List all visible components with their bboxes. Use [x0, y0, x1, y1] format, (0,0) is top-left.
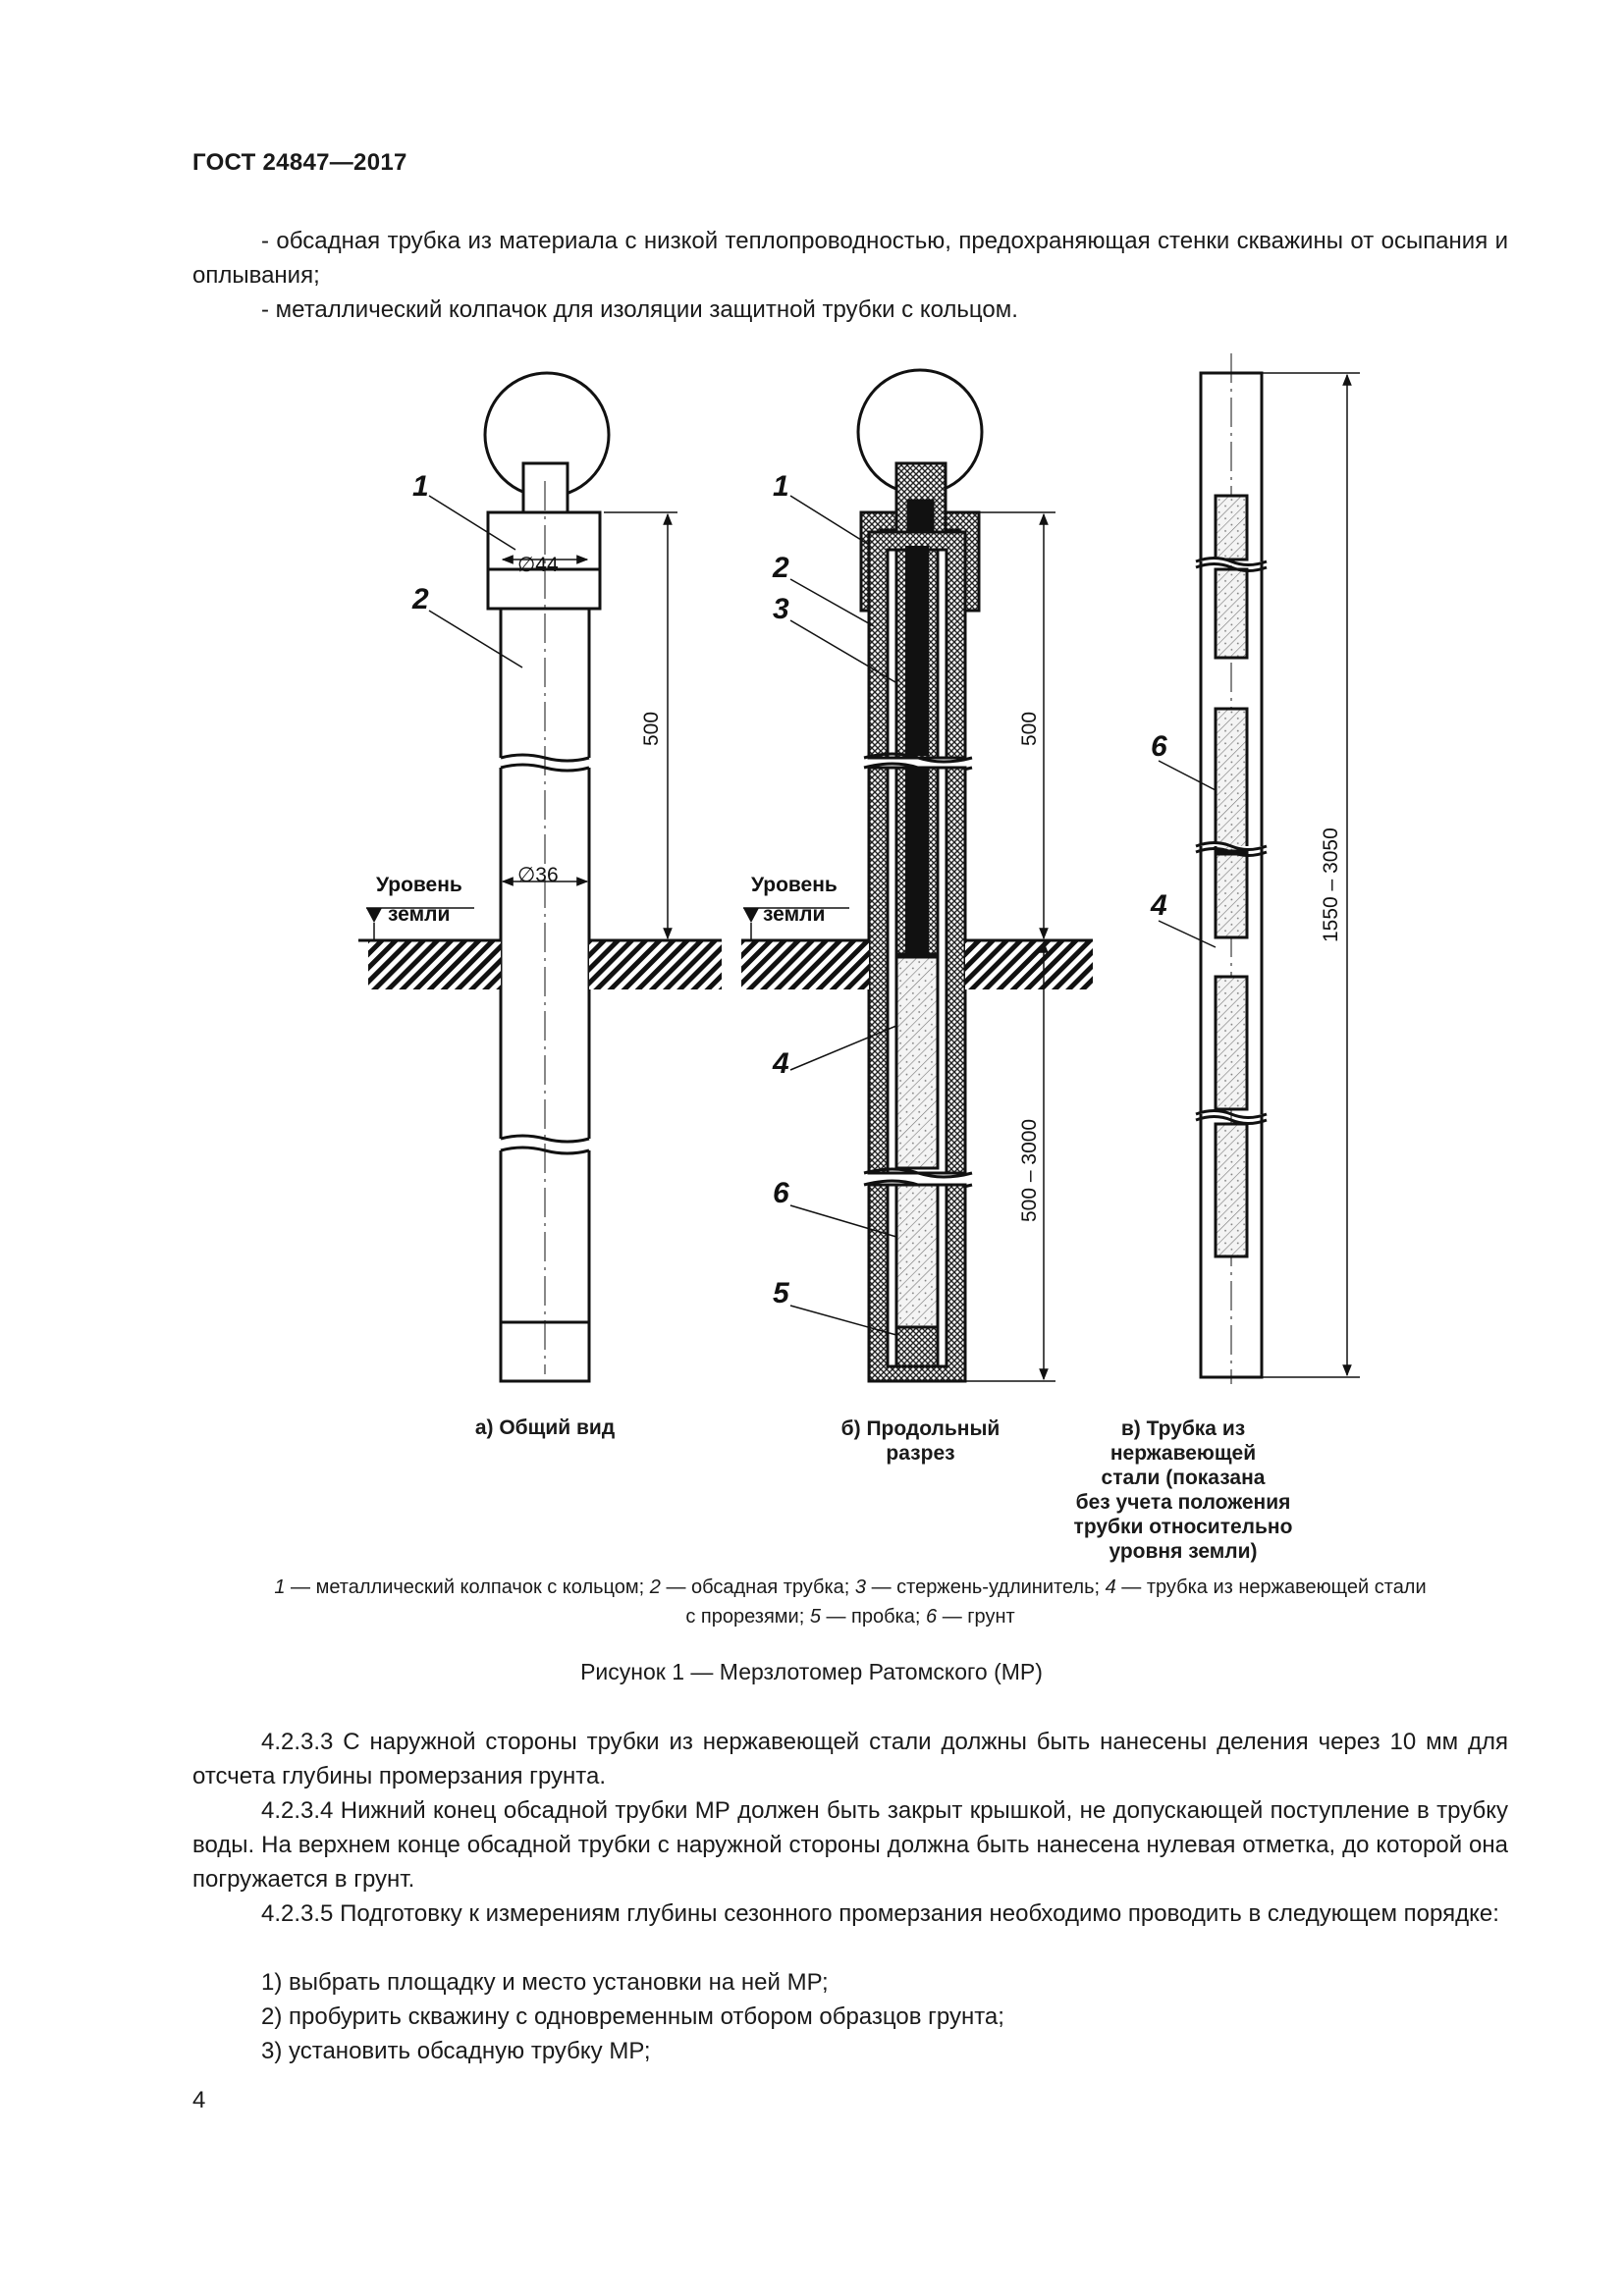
- dim-500-a: 500: [640, 711, 663, 746]
- soil-core: [896, 1185, 938, 1327]
- clause-4-2-3-5: 4.2.3.5 Подготовку к измерениям глубины сезонного промерзания необходимо проводить в следующем порядке:: [261, 1900, 1499, 1927]
- view-b-label-html-1: б) Продольный: [840, 1417, 1001, 1440]
- legend-line-1: 1 — металлический колпачок с кольцом; 2 — обсадная трубка; 3 — стержень-удлинитель; 4 — трубка из нержавеющей стали: [274, 1576, 1427, 1598]
- dim-pipe-diameter: ∅36: [517, 864, 559, 886]
- dim-cap-diameter: ∅44: [517, 554, 559, 576]
- dim-tube-length: 1550 – 3050: [1320, 828, 1342, 942]
- tube-slot-1: [1216, 496, 1247, 560]
- plug: [896, 1327, 938, 1366]
- view-c-label-1: в) Трубка из нержавеющей: [1109, 1417, 1257, 1465]
- clause-4-2-3-3: 4.2.3.3 С наружной стороны трубки из нержавеющей стали должны быть нанесены деления через 10 мм для отсчета глубины промерзания грунта.: [192, 1729, 1508, 1789]
- standard-header: ГОСТ 24847—2017: [192, 149, 407, 176]
- dim-500-b: 500: [1018, 711, 1041, 746]
- page-number: 4: [192, 2087, 206, 2113]
- tube-slot-2: [1216, 569, 1247, 658]
- callout-4-b: 4: [773, 1047, 789, 1080]
- callout-2-a: 2: [412, 583, 429, 615]
- callout-2-b: 2: [773, 552, 789, 584]
- callout-3-b: 3: [773, 593, 789, 625]
- view-c-label: [1060, 1416, 1306, 1564]
- view-b-label-html: [815, 1416, 1026, 1466]
- callout-1-b: 1: [773, 470, 789, 503]
- callout-4-c: 4: [1151, 889, 1167, 922]
- clause-4-2-3-4: 4.2.3.4 Нижний конец обсадной трубки МР должен быть закрыт крышкой, не допускающей поступление в трубку воды. На верхнем конце обсадной трубки с наружной стороны должна быть нанесена нулевая отметка, до которой она погружается в грунт.: [192, 1797, 1508, 1893]
- figure-legend: [192, 1573, 1508, 1631]
- ground-label-a-1: Уровень: [376, 874, 462, 896]
- tube-slot-5: [1216, 977, 1247, 1109]
- callout-5-b: 5: [773, 1277, 789, 1309]
- tube-slot-3: [1216, 709, 1247, 851]
- intro-item-cap: - металлический колпачок для изоляции защитной трубки с кольцом.: [261, 296, 1018, 323]
- callout-1-a: 1: [412, 470, 429, 503]
- view-c-label-3: без учета положения: [1075, 1491, 1291, 1514]
- legend-line-2: с прорезями; 5 — пробка; 6 — грунт: [685, 1606, 1015, 1628]
- dim-depth: 500 – 3000: [1018, 1118, 1041, 1222]
- list-item-2: 2) пробурить скважину с одновременным отбором образцов грунта;: [261, 2003, 1004, 2030]
- callout-6-c: 6: [1151, 730, 1167, 763]
- stainless-tube-section: [896, 957, 938, 1168]
- intro-item-casing: - обсадная трубка из материала с низкой теплопроводностью, предохраняющая стенки скважины от осыпания и оплывания;: [192, 228, 1508, 289]
- view-c-label-4: трубки относительно: [1073, 1516, 1293, 1538]
- tube-slot-6: [1216, 1124, 1247, 1256]
- view-a-label-html: а) Общий вид: [474, 1416, 616, 1439]
- view-c-label-5: уровня земли): [1109, 1540, 1258, 1563]
- view-b-label-html-2: разрез: [886, 1442, 955, 1465]
- ground-label-b-1: Уровень: [751, 874, 838, 896]
- list-item-1: 1) выбрать площадку и место установки на ней МР;: [261, 1969, 829, 1996]
- callout-6-b: 6: [773, 1177, 789, 1209]
- ground-label-a-2: земли: [388, 903, 451, 926]
- tube-slot-4: [1216, 854, 1247, 937]
- view-c-label-2: стали (показана: [1101, 1467, 1266, 1489]
- figure-caption: Рисунок 1 — Мерзлотомер Ратомского (МР): [580, 1659, 1043, 1684]
- list-item-3: 3) установить обсадную трубку МР;: [261, 2038, 651, 2064]
- ground-label-b-2: земли: [763, 903, 826, 926]
